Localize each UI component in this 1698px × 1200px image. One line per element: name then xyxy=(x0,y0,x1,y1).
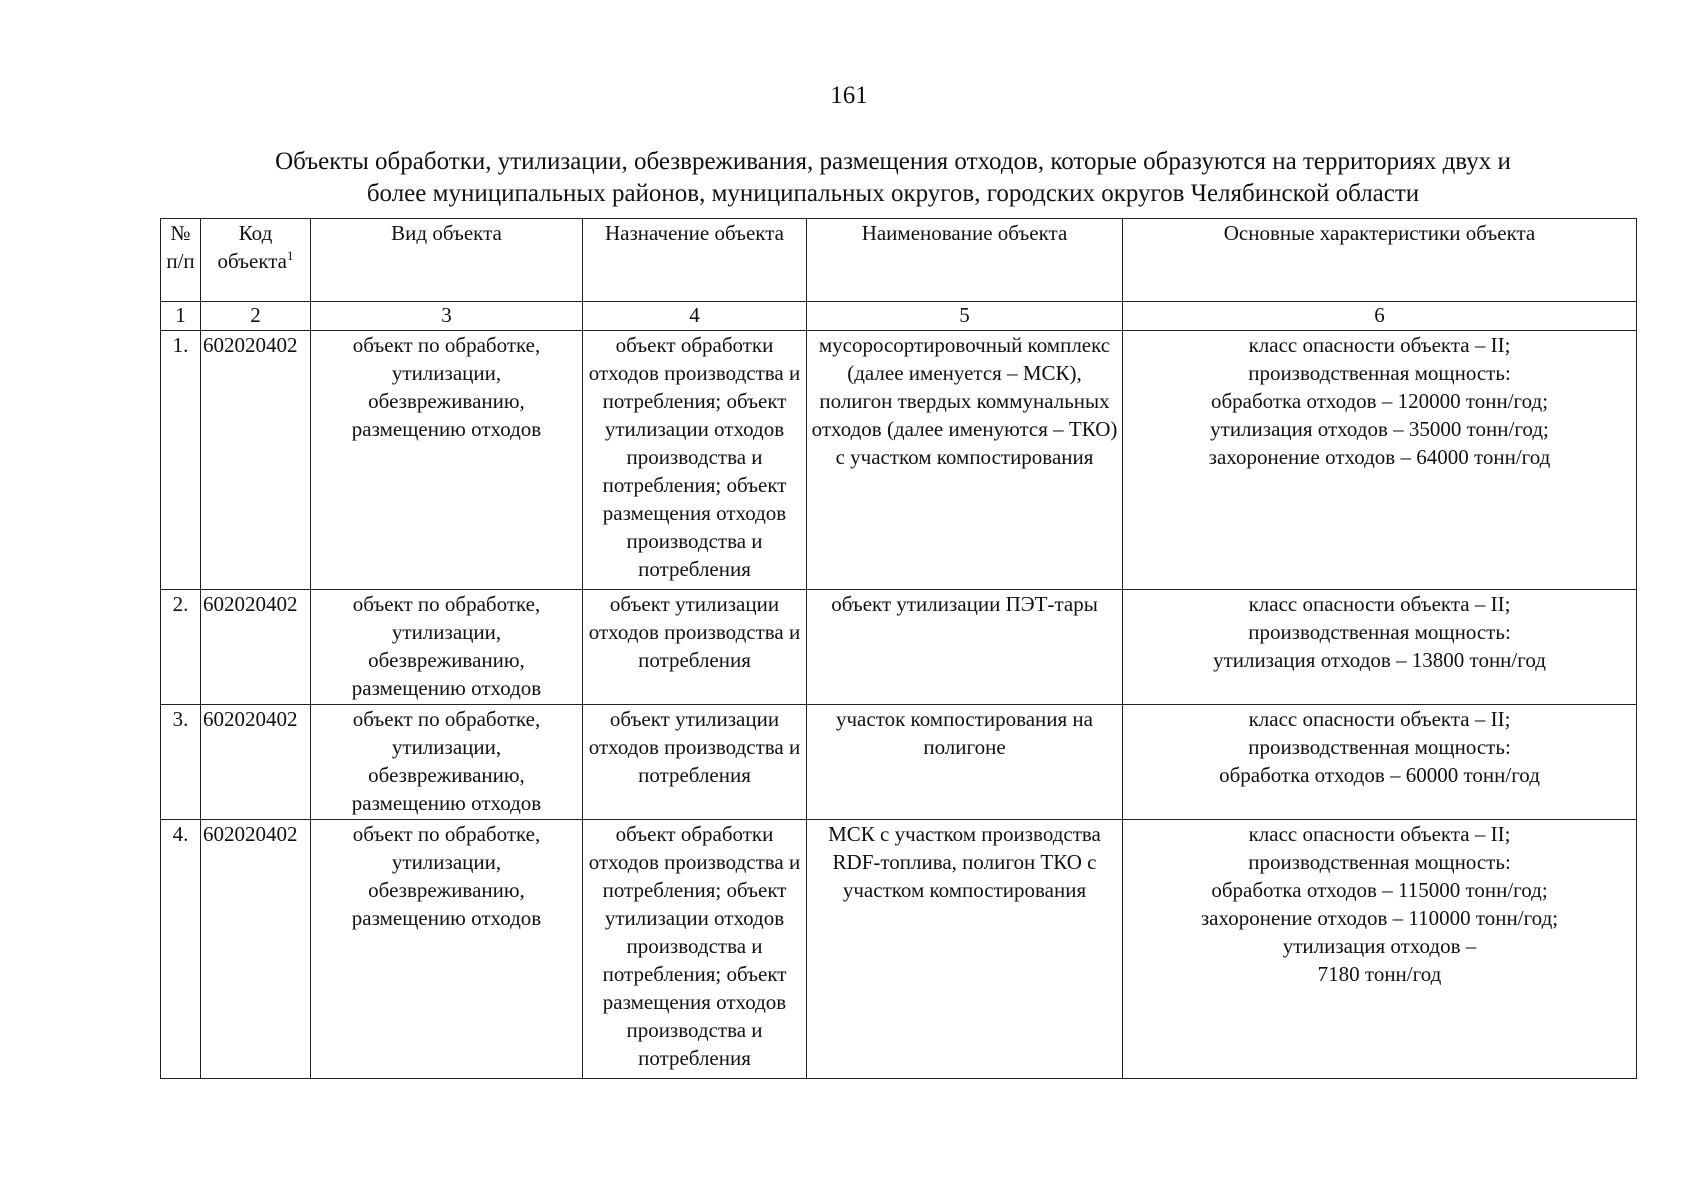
cell-name: МСК с участком производства RDF-топлива, полигон ТКО с участком компостирования xyxy=(807,820,1123,1079)
cell-characteristics xyxy=(1123,590,1637,705)
column-number: 5 xyxy=(807,302,1123,331)
cell-name: объект утилизации ПЭТ-тары xyxy=(807,590,1123,705)
cell-num: 1. xyxy=(161,331,201,590)
characteristic-line: 7180 тонн/год xyxy=(1317,962,1442,986)
cell-code: 602020402 xyxy=(201,705,311,820)
cell-purpose: объект утилизации отходов производства и потребления xyxy=(583,590,807,705)
characteristic-line: утилизация отходов – xyxy=(1282,934,1477,958)
characteristic-line: утилизация отходов – 35000 тонн/год; xyxy=(1210,417,1549,441)
characteristic-line: класс опасности объекта – II; xyxy=(1248,822,1511,846)
table-row xyxy=(161,590,1637,705)
table-row xyxy=(161,820,1637,1079)
header-num: № п/п xyxy=(161,219,201,302)
cell-num: 3. xyxy=(161,705,201,820)
characteristic-line: утилизация отходов – 13800 тонн/год xyxy=(1213,648,1546,672)
document-title-line-1: Объекты обработки, утилизации, обезвреживания, размещения отходов, которые образуются на территориях двух и xyxy=(275,148,1511,175)
page-number: 161 xyxy=(830,82,868,109)
column-number: 1 xyxy=(161,302,201,331)
column-number: 6 xyxy=(1123,302,1637,331)
cell-characteristics xyxy=(1123,331,1637,590)
characteristic-line: захоронение отходов – 64000 тонн/год xyxy=(1208,445,1551,469)
cell-kind: объект по обработке, утилизации, обезвреживанию, размещению отходов xyxy=(311,331,583,590)
waste-objects-table xyxy=(160,218,1637,1079)
cell-name: участок компостирования на полигоне xyxy=(807,705,1123,820)
characteristic-line: производственная мощность: xyxy=(1248,361,1511,385)
cell-kind: объект по обработке, утилизации, обезвреживанию, размещению отходов xyxy=(311,820,583,1079)
table-row xyxy=(161,331,1637,590)
characteristic-line: захоронение отходов – 110000 тонн/год; xyxy=(1200,906,1559,930)
header-kind: Вид объекта xyxy=(311,219,583,302)
characteristic-line: класс опасности объекта – II; xyxy=(1248,707,1511,731)
table-row xyxy=(161,705,1637,820)
cell-num: 4. xyxy=(161,820,201,1079)
header-code-label: Код объекта xyxy=(217,221,288,273)
characteristic-line: класс опасности объекта – II; xyxy=(1248,333,1511,357)
cell-code: 602020402 xyxy=(201,820,311,1079)
characteristic-line: класс опасности объекта – II; xyxy=(1248,592,1511,616)
cell-code: 602020402 xyxy=(201,331,311,590)
document-title xyxy=(150,146,1636,210)
cell-kind: объект по обработке, утилизации, обезвреживанию, размещению отходов xyxy=(311,590,583,705)
characteristic-line: производственная мощность: xyxy=(1248,620,1511,644)
column-number: 2 xyxy=(201,302,311,331)
cell-num: 2. xyxy=(161,590,201,705)
cell-name: мусоросортировочный комплекс (далее именуется – МСК), полигон твердых коммунальных отходов (далее именуются – ТКО) с участком компостирования xyxy=(807,331,1123,590)
header-code xyxy=(201,219,311,302)
header-characteristics: Основные характеристики объекта xyxy=(1123,219,1637,302)
characteristic-line: производственная мощность: xyxy=(1248,850,1511,874)
document-title-line-2: более муниципальных районов, муниципальных округов, городских округов Челябинской области xyxy=(366,180,1420,207)
table-header-row xyxy=(161,219,1637,302)
cell-purpose: объект утилизации отходов производства и потребления xyxy=(583,705,807,820)
characteristic-line: производственная мощность: xyxy=(1248,735,1511,759)
characteristic-line: обработка отходов – 60000 тонн/год xyxy=(1219,763,1540,787)
cell-purpose: объект обработки отходов производства и потребления; объект утилизации отходов производства и потребления; объект размещения отходов производства и потребления xyxy=(583,820,807,1079)
characteristic-line: обработка отходов – 115000 тонн/год; xyxy=(1211,878,1548,902)
cell-characteristics xyxy=(1123,820,1637,1079)
column-number-row xyxy=(161,302,1637,331)
column-number: 4 xyxy=(583,302,807,331)
cell-characteristics xyxy=(1123,705,1637,820)
cell-purpose: объект обработки отходов производства и потребления; объект утилизации отходов производства и потребления; объект размещения отходов производства и потребления xyxy=(583,331,807,590)
characteristic-line: обработка отходов – 120000 тонн/год; xyxy=(1210,389,1549,413)
header-name: Наименование объекта xyxy=(807,219,1123,302)
cell-code: 602020402 xyxy=(201,590,311,705)
column-number: 3 xyxy=(311,302,583,331)
footnote-marker: 1 xyxy=(287,248,294,263)
cell-kind: объект по обработке, утилизации, обезвреживанию, размещению отходов xyxy=(311,705,583,820)
header-purpose: Назначение объекта xyxy=(583,219,807,302)
